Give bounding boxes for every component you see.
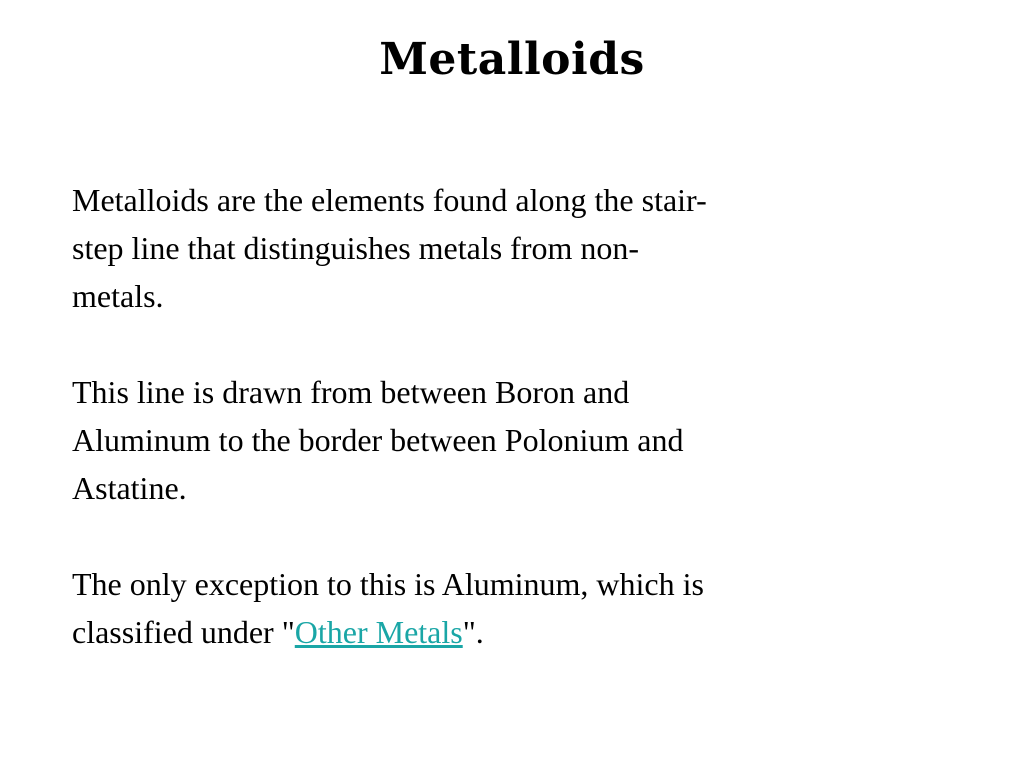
paragraph-line: Metalloids are the elements found along the stair- — [72, 182, 707, 218]
other-metals-link[interactable]: Other Metals — [294, 614, 463, 650]
paragraph-line: metals. — [72, 278, 164, 314]
paragraph-definition — [72, 176, 872, 320]
slide-body — [72, 176, 872, 704]
paragraph-exception — [72, 560, 872, 656]
link-suffix-text: ". — [462, 614, 484, 650]
paragraph-line: The only exception to this is Aluminum, which is — [72, 566, 704, 602]
paragraph-line: This line is drawn from between Boron and — [72, 374, 630, 410]
paragraph-line-with-link — [72, 608, 872, 656]
paragraph-line: Astatine. — [72, 470, 187, 506]
paragraph-line: Aluminum to the border between Polonium and — [72, 422, 684, 458]
slide-title: Metalloids — [379, 34, 645, 85]
link-prefix-text: classified under " — [72, 614, 295, 650]
paragraph-line-location — [72, 368, 872, 512]
paragraph-line: step line that distinguishes metals from non- — [72, 230, 640, 266]
